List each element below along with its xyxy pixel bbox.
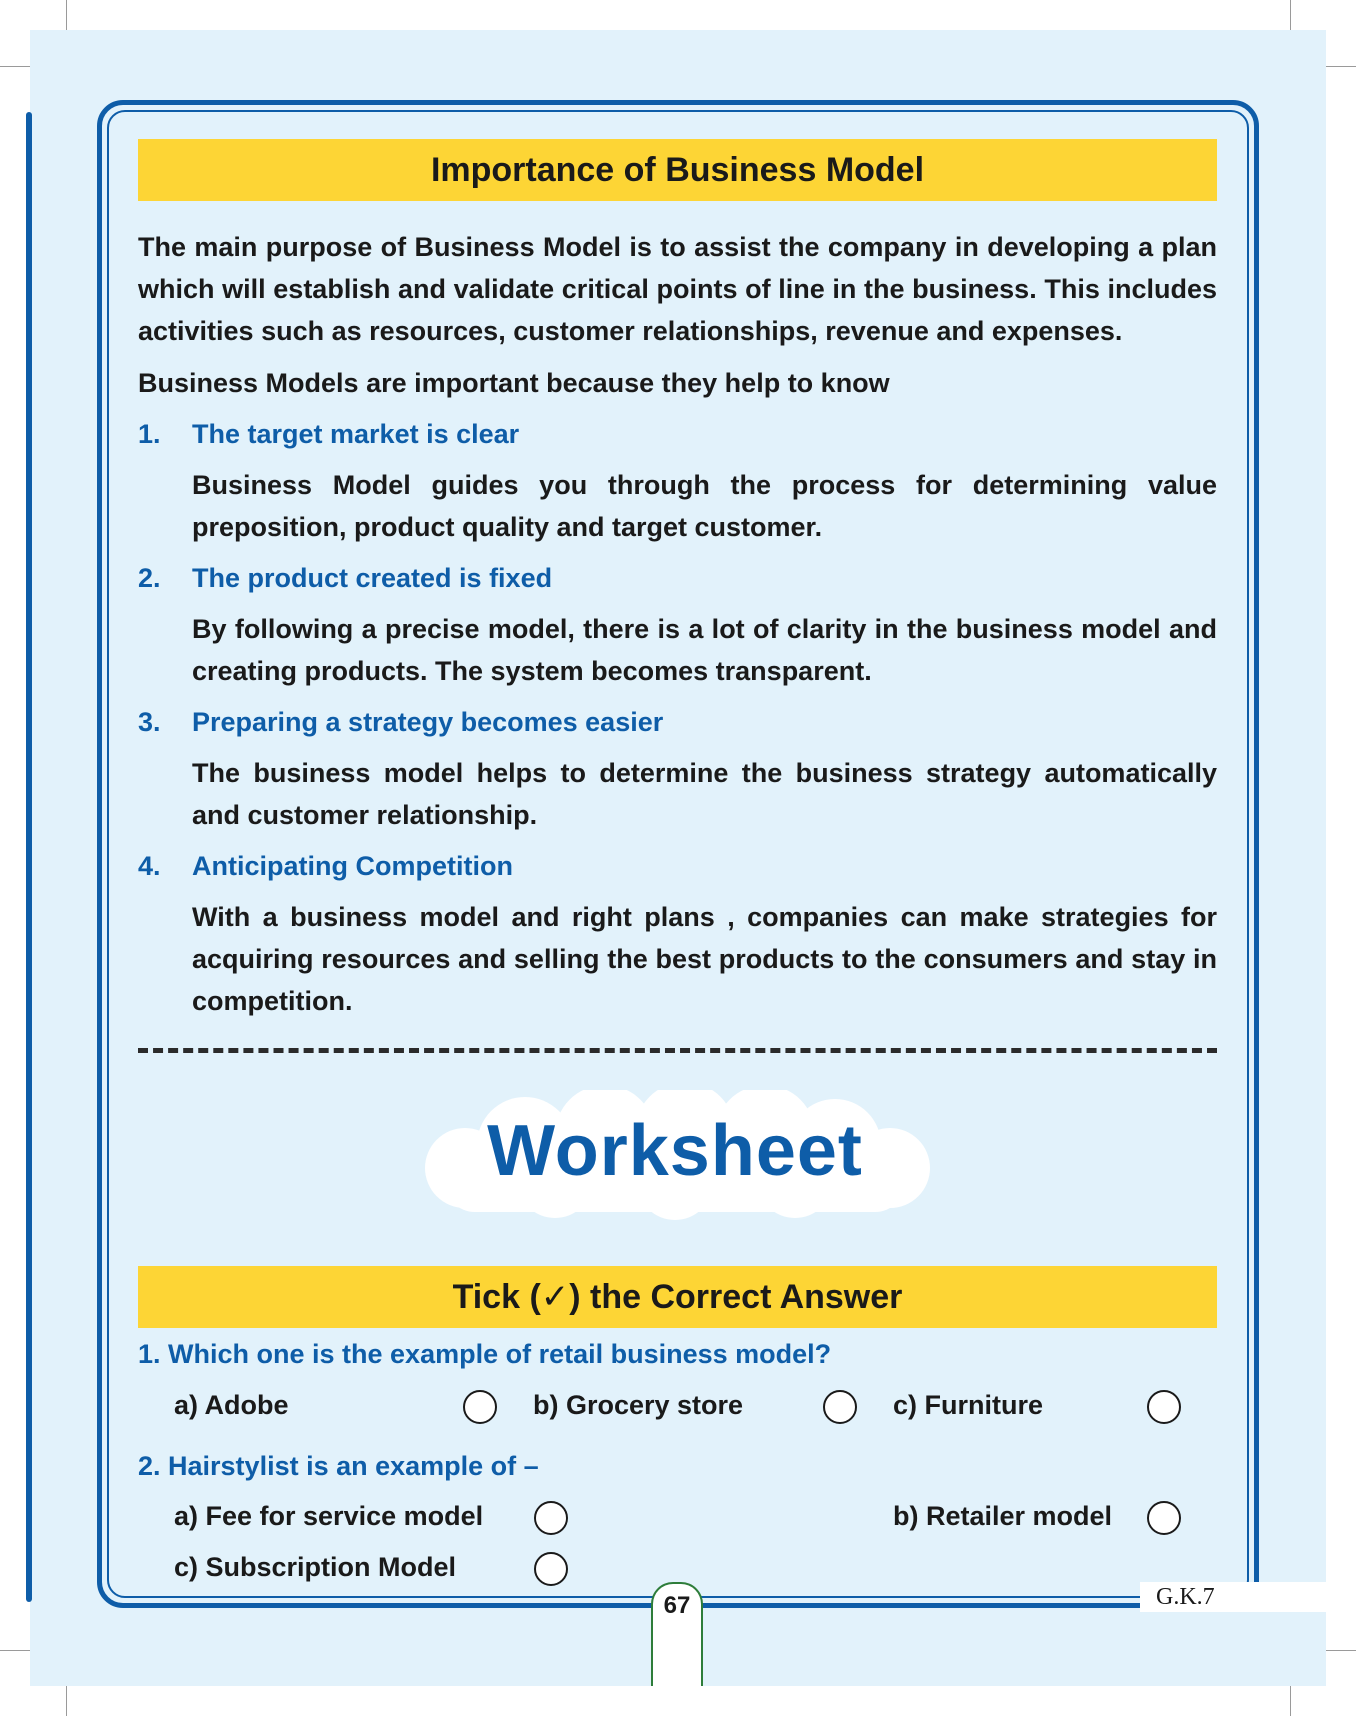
question-text: 1. Which one is the example of retail business model? — [138, 1339, 832, 1369]
crop-mark — [66, 1686, 67, 1716]
list-item-heading: The target market is clear — [192, 419, 520, 449]
question-text: 2. Hairstylist is an example of – — [138, 1451, 539, 1481]
answer-circle[interactable] — [823, 1390, 857, 1424]
list-item-number: 1. — [138, 419, 161, 449]
list-item-body: By following a precise model, there is a lot of clarity in the business model and creating products. The system becomes transparent. — [192, 614, 1217, 686]
crop-mark — [0, 1650, 30, 1651]
option-label: c) Subscription Model — [174, 1552, 457, 1582]
option-label: a) Adobe — [174, 1390, 289, 1420]
list-item-number: 3. — [138, 707, 161, 737]
list-item-body: Business Model guides you through the process for determining value preposition, product quality and target customer. — [192, 470, 1217, 542]
crop-mark — [1290, 0, 1291, 30]
section-title-banner — [138, 139, 1217, 201]
crop-mark — [1326, 1650, 1356, 1651]
list-item-heading: The product created is fixed — [192, 563, 553, 593]
list-item-number: 2. — [138, 563, 161, 593]
book-code: G.K.7 — [1156, 1584, 1215, 1610]
option-label: c) Furniture — [893, 1390, 1044, 1420]
page-edge-bar — [26, 112, 32, 1602]
answer-circle[interactable] — [1147, 1501, 1181, 1535]
option-label: b) Retailer model — [893, 1501, 1113, 1531]
crop-mark — [0, 66, 30, 67]
section-title: Importance of Business Model — [430, 150, 925, 189]
list-item-heading: Anticipating Competition — [192, 851, 513, 881]
lead-sentence: Business Models are important because they help to know — [138, 368, 890, 398]
option-label: b) Grocery store — [533, 1390, 744, 1420]
intro-paragraph: The main purpose of Business Model is to assist the company in developing a plan which will establish and validate critical points of line in the business. This includes activities such as resources, customer relationships, revenue and expenses. — [138, 232, 1217, 346]
answer-circle[interactable] — [463, 1390, 497, 1424]
list-item-number: 4. — [138, 851, 161, 881]
page-number: 67 — [663, 1592, 691, 1619]
answer-circle[interactable] — [1147, 1390, 1181, 1424]
answer-circle[interactable] — [534, 1501, 568, 1535]
task-title: Tick (✓) the Correct Answer — [452, 1278, 903, 1316]
dashed-divider — [138, 1048, 1217, 1053]
worksheet-title: Worksheet — [487, 1111, 863, 1191]
option-label: a) Fee for service model — [174, 1501, 484, 1531]
crop-mark — [66, 0, 67, 30]
answer-circle[interactable] — [534, 1552, 568, 1586]
crop-mark — [1326, 66, 1356, 67]
list-item-body: With a business model and right plans , companies can make strategies for acquiring resources and selling the best products to the consumers and stay in competition. — [192, 902, 1217, 1016]
book-code-box — [1140, 1582, 1328, 1612]
task-title-banner — [138, 1266, 1217, 1328]
page-number-tab — [651, 1582, 703, 1686]
list-item-heading: Preparing a strategy becomes easier — [192, 707, 664, 737]
crop-mark — [1290, 1686, 1291, 1716]
list-item-body: The business model helps to determine the business strategy automatically and customer relationship. — [192, 758, 1217, 830]
